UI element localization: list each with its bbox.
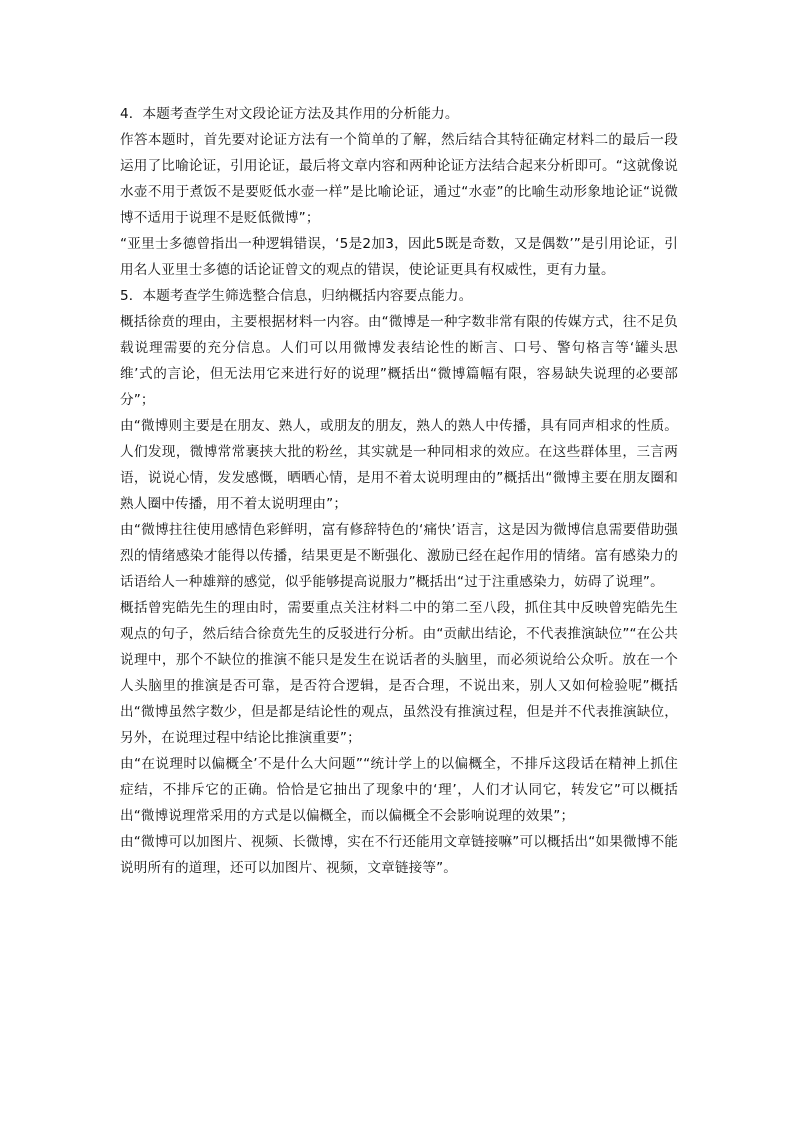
- question-5-zeng-reason-3: 由“微博可以加图片、视频、长微博，实在不行还能用文章链接嘛”可以概括出“如果微博不能说明所有的道理，还可以加图片、视频，文章链接等”。: [120, 834, 678, 876]
- question-5-heading: 5．本题考查学生筛选整合信息，归纳概括内容要点能力。: [120, 288, 473, 304]
- question-4-heading: 4．本题考查学生对文段论证方法及其作用的分析能力。: [120, 106, 459, 122]
- question-5-xuben-reason-2: 由“微博则主要是在朋友、熟人，或朋友的朋友，熟人的熟人中传播，具有同声相求的性质。人们发现，微博常常裹挟大批的粉丝，其实就是一种同相求的效应。在这些群体里，三言两语，说说心情，发发感慨，晒晒心情，是用不着太说明理由的”概括出“微博主要在朋友圈和熟人圈中传播，用不着太说明理由”；: [120, 418, 678, 512]
- question-4-analysis: 作答本题时，首先要对论证方法有一个简单的了解，然后结合其特征确定材料二的最后一段运用了比喻论证，引用论证，最后将文章内容和两种论证方法结合起来分析即可。“这就像说水壶不用于煮饭不是要贬低水壶一样”是比喻论证，通过“水壶”的比喻生动形象地论证“说微博不适用于说理不是贬低微博”；: [120, 132, 678, 226]
- question-4-citation-analysis: “亚里士多德曾指出一种逻辑错误，‘5是2加3，因此5既是奇数，又是偶数’”是引用论证，引用名人亚里士多德的话论证曾文的观点的错误，使论证更具有权威性，更有力量。: [120, 236, 678, 278]
- question-5-xuben-reason-1: 概括徐贲的理由，主要根据材料一内容。由“微博是一种字数非常有限的传媒方式，往不足负载说理需要的充分信息。人们可以用微博发表结论性的断言、口号、警句格言等‘罐头思维’式的言论，但无法用它来进行好的说理”概括出“微博篇幅有限，容易缺失说理的必要部分”；: [120, 314, 678, 408]
- question-5-zeng-reason-1: 概括曾宪皓先生的理由时，需要重点关注材料二中的第二至八段，抓住其中反映曾宪皓先生观点的句子，然后结合徐贲先生的反驳进行分析。由“贡献出结论，不代表推演缺位”“在公共说理中，那个不缺位的推演不能只是发生在说话者的头脑里，而必须说给公众听。放在一个人头脑里的推演是否可靠，是否符合逻辑，是否合理，不说出来，别人又如何检验呢”概括出“微博虽然字数少，但是都是结论性的观点，虽然没有推演过程，但是并不代表推演缺位，另外，在说理过程中结论比推演重要”；: [120, 600, 678, 746]
- answer-explanation-body: [120, 101, 678, 881]
- question-5-xuben-reason-3: 由“微博拄往使用感情色彩鲜明，富有修辞特色的‘痛快’语言，这是因为微博信息需要借助强烈的情绪感染才能得以传播，结果更是不断强化、激励已经在起作用的情绪。富有感染力的话语给人一种雄辩的感觉，似乎能够提高说服力”概括出“过于注重感染力，妨碍了说理”。: [120, 522, 678, 590]
- question-5-zeng-reason-2: 由“在说理时以偏概全’不是什么大问题”“统计学上的以偏概全，不排斥这段话在精神上抓住症结，不排斥它的正确。恰恰是它抽出了现象中的‘理’，人们才认同它，转发它”可以概括出“微博说理常采用的方式是以偏概全，而以偏概全不会影响说理的效果”；: [120, 756, 678, 824]
